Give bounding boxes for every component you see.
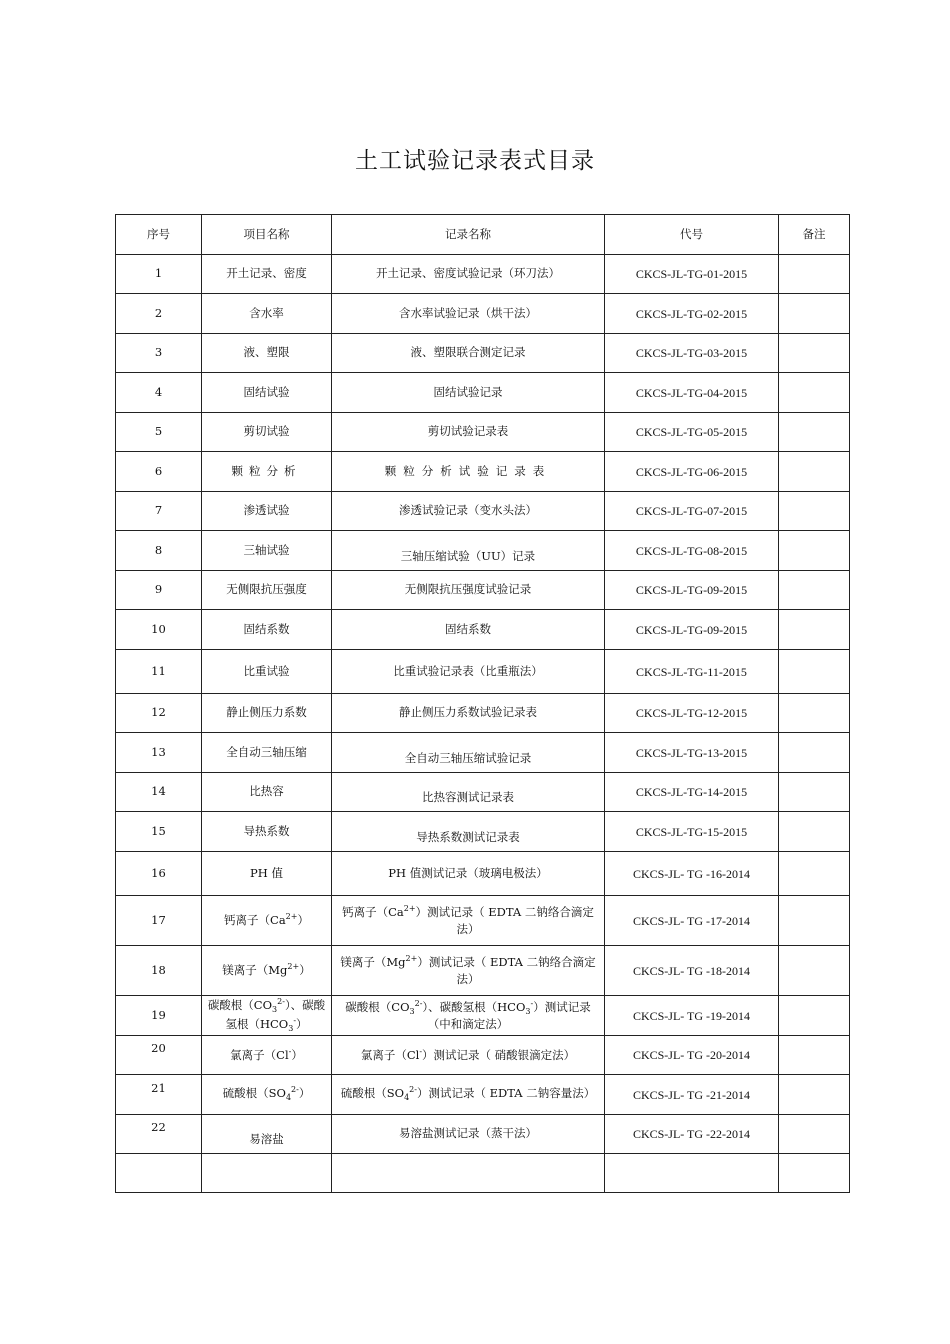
row-code: CKCS-JL- TG -18-2014 [605, 946, 779, 996]
row-code: CKCS-JL-TG-13-2015 [605, 733, 779, 773]
table-row [116, 413, 850, 452]
row-record: 剪切试验记录表 [332, 413, 605, 452]
row-record: 碳酸根$(CO_3^{2-})$、碳酸氢根$(HCO_3^-)$测试记录（中和滴定法） [332, 996, 605, 1036]
row-code: CKCS-JL-TG-09-2015 [605, 610, 779, 650]
row-code: CKCS-JL-TG-05-2015 [605, 413, 779, 452]
row-record: 钙离子$(Ca^{2+})$测试记录（ EDTA 二钠络合滴定法） [332, 896, 605, 946]
row-code: CKCS-JL- TG -20-2014 [605, 1036, 779, 1075]
row-no: 16 [116, 852, 202, 896]
row-record: 液、塑限联合测定记录 [332, 334, 605, 373]
table-row [116, 1036, 850, 1075]
row-code: CKCS-JL- TG -22-2014 [605, 1115, 779, 1154]
row-record: 颗粒分析试验记录表 [332, 452, 605, 492]
row-code: CKCS-JL- TG -17-2014 [605, 896, 779, 946]
row-note [779, 812, 850, 852]
row-no: 10 [116, 610, 202, 650]
table-row [116, 1075, 850, 1115]
row-item: 比重试验 [202, 650, 332, 694]
row-record: 氯离子（Cl-）测试记录（ 硝酸银滴定法） [332, 1036, 605, 1075]
row-note [779, 1115, 850, 1154]
row-note [779, 733, 850, 773]
table-row [116, 571, 850, 610]
row-item: 固结试验 [202, 373, 332, 413]
header-no: 序号 [116, 215, 202, 255]
row-code: CKCS-JL-TG-08-2015 [605, 531, 779, 571]
row-note [779, 1036, 850, 1075]
table-row [116, 610, 850, 650]
row-no: 5 [116, 413, 202, 452]
row-note [779, 492, 850, 531]
row-note [779, 413, 850, 452]
row-no: 11 [116, 650, 202, 694]
row-record: 固结试验记录 [332, 373, 605, 413]
table-row [116, 896, 850, 946]
row-code: CKCS-JL-TG-14-2015 [605, 773, 779, 812]
table-row [116, 733, 850, 773]
row-no: 1 [116, 255, 202, 294]
row-code: CKCS-JL-TG-07-2015 [605, 492, 779, 531]
table-row [116, 1115, 850, 1154]
row-note [779, 694, 850, 733]
row-record: 含水率试验记录（烘干法） [332, 294, 605, 334]
row-code: CKCS-JL-TG-12-2015 [605, 694, 779, 733]
table-row [116, 650, 850, 694]
row-note [779, 773, 850, 812]
header-note: 备注 [779, 215, 850, 255]
table-row-empty [116, 1154, 850, 1193]
row-note [779, 896, 850, 946]
row-no: 18 [116, 946, 202, 996]
row-no: 3 [116, 334, 202, 373]
row-record-text: 导热系数测试记录表 [416, 829, 520, 844]
row-note [779, 650, 850, 694]
table-row [116, 812, 850, 852]
row-item: PH 值 [202, 852, 332, 896]
row-record-text: 三轴压缩试验（UU）记录 [400, 548, 536, 563]
row-no: 19 [116, 996, 202, 1036]
row-item: 全自动三轴压缩 [202, 733, 332, 773]
table-row [116, 531, 850, 571]
row-item: 导热系数 [202, 812, 332, 852]
row-no: 8 [116, 531, 202, 571]
row-item: 钙离子$(Ca^{2+})$ [202, 896, 332, 946]
row-no: 14 [116, 773, 202, 812]
row-record: 硫酸根$(SO_4^{2-})$测试记录（ EDTA 二钠容量法） [332, 1075, 605, 1115]
row-record: 静止侧压力系数试验记录表 [332, 694, 605, 733]
row-no: 15 [116, 812, 202, 852]
row-note [779, 610, 850, 650]
row-record: PH 值测试记录（玻璃电极法） [332, 852, 605, 896]
table-row [116, 996, 850, 1036]
row-record: 无侧限抗压强度试验记录 [332, 571, 605, 610]
row-record: 易溶盐测试记录（蒸干法） [332, 1115, 605, 1154]
row-no [116, 1154, 202, 1193]
row-note [779, 255, 850, 294]
row-note [779, 852, 850, 896]
row-note [779, 373, 850, 413]
header-item: 项目名称 [202, 215, 332, 255]
table-row [116, 946, 850, 996]
row-code: CKCS-JL-TG-01-2015 [605, 255, 779, 294]
row-item: 剪切试验 [202, 413, 332, 452]
row-record [332, 531, 605, 571]
row-code: CKCS-JL- TG -21-2014 [605, 1075, 779, 1115]
table-row [116, 255, 850, 294]
row-item: 碳酸根$(CO_3^{2-})$、碳酸氢根$(HCO_3^-)$ [202, 996, 332, 1036]
table-row [116, 334, 850, 373]
table-header-row [116, 215, 850, 255]
row-code: CKCS-JL-TG-06-2015 [605, 452, 779, 492]
row-note [779, 571, 850, 610]
row-no: 7 [116, 492, 202, 531]
row-record: 渗透试验记录（变水头法） [332, 492, 605, 531]
row-item: 比热容 [202, 773, 332, 812]
row-no: 4 [116, 373, 202, 413]
table-row [116, 492, 850, 531]
row-no: 9 [116, 571, 202, 610]
row-item: 静止侧压力系数 [202, 694, 332, 733]
row-record [332, 733, 605, 773]
row-item: 渗透试验 [202, 492, 332, 531]
row-record-text: 全自动三轴压缩试验记录 [404, 750, 532, 765]
row-no: 12 [116, 694, 202, 733]
row-note [779, 1075, 850, 1115]
table-row [116, 452, 850, 492]
row-code: CKCS-JL-TG-11-2015 [605, 650, 779, 694]
row-item: 固结系数 [202, 610, 332, 650]
row-note [779, 996, 850, 1036]
header-code: 代号 [605, 215, 779, 255]
row-note [779, 452, 850, 492]
row-no: 17 [116, 896, 202, 946]
page-title: 土工试验记录表式目录 [355, 148, 595, 174]
table-row [116, 852, 850, 896]
row-note [779, 946, 850, 996]
table-row [116, 773, 850, 812]
row-item: 易溶盐 [202, 1115, 332, 1154]
catalog-table [115, 214, 850, 1193]
row-code: CKCS-JL-TG-03-2015 [605, 334, 779, 373]
row-record-text: 比热容测试记录表 [422, 790, 514, 805]
row-code: CKCS-JL- TG -19-2014 [605, 996, 779, 1036]
row-note [779, 334, 850, 373]
row-record: 镁离子$(Mg^{2+})$测试记录（ EDTA 二钠络合滴定法） [332, 946, 605, 996]
table-row [116, 294, 850, 334]
row-no: 22 [116, 1115, 202, 1154]
row-no: 21 [116, 1075, 202, 1115]
table-row [116, 694, 850, 733]
row-note [779, 1154, 850, 1193]
header-record: 记录名称 [332, 215, 605, 255]
row-code: CKCS-JL-TG-09-2015 [605, 571, 779, 610]
row-code: CKCS-JL-TG-15-2015 [605, 812, 779, 852]
row-record: 比重试验记录表（比重瓶法） [332, 650, 605, 694]
row-item [202, 1154, 332, 1193]
row-record: 固结系数 [332, 610, 605, 650]
row-note [779, 531, 850, 571]
row-item: 氯离子（Cl-） [202, 1036, 332, 1075]
row-record [332, 1154, 605, 1193]
row-no: 20 [116, 1036, 202, 1075]
row-note [779, 294, 850, 334]
row-item: 无侧限抗压强度 [202, 571, 332, 610]
row-item: 颗粒分析 [202, 452, 332, 492]
row-code: CKCS-JL- TG -16-2014 [605, 852, 779, 896]
row-no: 6 [116, 452, 202, 492]
table-row [116, 373, 850, 413]
row-record [332, 773, 605, 812]
row-code: CKCS-JL-TG-02-2015 [605, 294, 779, 334]
row-item: 镁离子$(Mg^{2+})$ [202, 946, 332, 996]
row-no: 13 [116, 733, 202, 773]
row-code [605, 1154, 779, 1193]
row-record [332, 812, 605, 852]
row-record: 开土记录、密度试验记录（环刀法） [332, 255, 605, 294]
row-item: 含水率 [202, 294, 332, 334]
row-item: 开土记录、密度 [202, 255, 332, 294]
row-item: 三轴试验 [202, 531, 332, 571]
row-item: 硫酸根$(SO_4^{2-})$ [202, 1075, 332, 1115]
row-item: 液、塑限 [202, 334, 332, 373]
row-code: CKCS-JL-TG-04-2015 [605, 373, 779, 413]
row-no: 2 [116, 294, 202, 334]
